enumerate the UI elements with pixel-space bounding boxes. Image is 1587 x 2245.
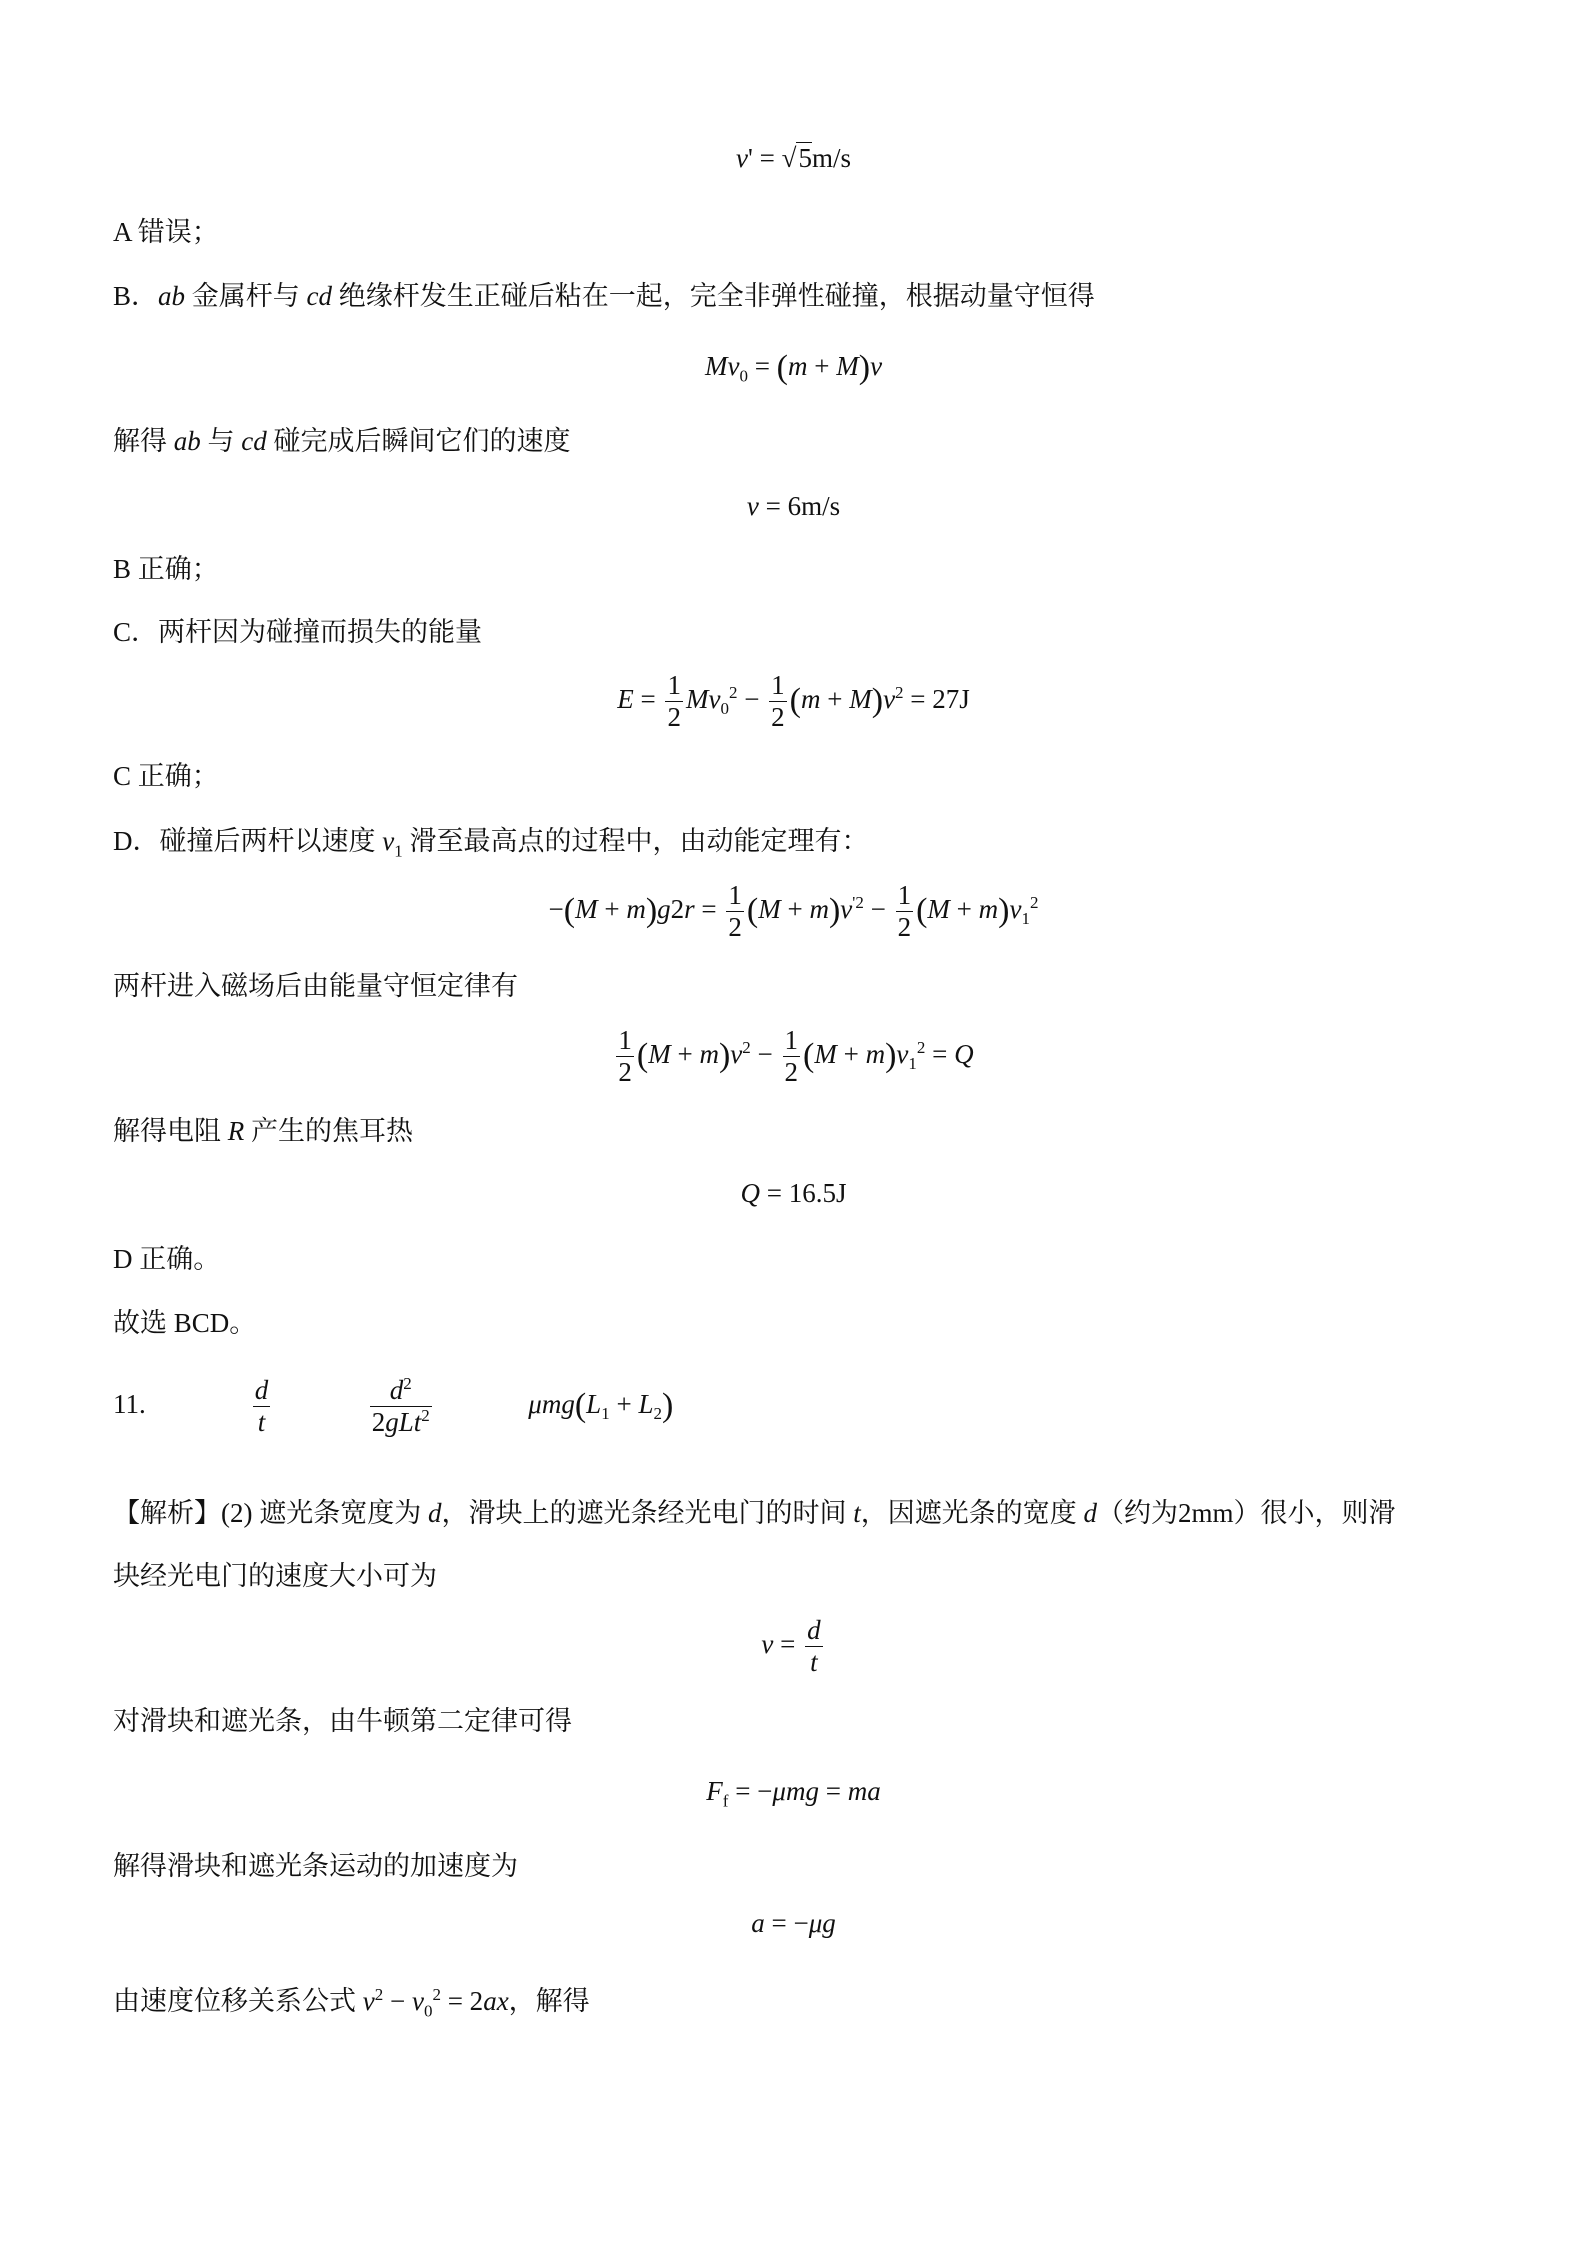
newton: 对滑块和遮光条，由牛顿第二定律可得 <box>113 1706 572 1736</box>
kinematics: 由速度位移关系公式 $v^2 - v_0^2 = 2ax$，解得 <box>113 1985 590 2021</box>
b-intro: B．ab 金属杆与 cd 绝缘杆发生正碰后粘在一起，完全非弹性碰撞，根据动量守恒得 <box>113 281 1095 311</box>
eq-heat: $\frac{1}{2}$ $(M + m)v^2$ − $\frac{1}{2}$ $(M + m)v_1^2 = Q$ <box>618 1025 974 1088</box>
c-correct: C 正确； <box>113 761 219 791</box>
solve-ab-cd: 解得 ab 与 cd 碰完成后瞬间它们的速度 <box>113 426 571 456</box>
eq-momentum: $Mv_0 = (m + M)v$ <box>704 349 883 386</box>
solve-joule: 解得电阻 R 产生的焦耳热 <box>113 1116 413 1146</box>
eq-vprime: v' = √5m/s <box>736 143 851 173</box>
eq-work: −(M + m)g2r = $\frac{1}{2}$ $(M + m)v^{'2}$ − $\frac{1}{2}$ $(M + m)v_1^2$ <box>548 880 1039 943</box>
eq-accel: a = −μg <box>751 1908 836 1938</box>
energy-law: 两杆进入磁场后由能量守恒定律有 <box>113 971 518 1001</box>
solve-accel: 解得滑块和遮光条运动的加速度为 <box>113 1851 518 1881</box>
eq-q: Q = 16.5J <box>740 1178 847 1208</box>
d-intro: D．碰撞后两杆以速度 $v_1$ 滑至最高点的过程中，由动能定理有： <box>113 826 869 861</box>
analysis-2: 块经光电门的速度大小可为 <box>113 1561 437 1591</box>
q11-answers: 11. $\frac{d}{t}$ $\frac{d^2}{2gLt^2}$ $\mu mg(L_1 + L_2)$ <box>113 1374 674 1438</box>
b-correct: B 正确； <box>113 554 219 584</box>
analysis-1: 【解析】(2) 遮光条宽度为 d，滑块上的遮光条经光电门的时间 t，因遮光条的宽度 d（约为2mm）很小，则滑 <box>113 1498 1396 1528</box>
a-wrong: A 错误； <box>113 217 219 247</box>
eq-vdt: v = $\frac{d}{t}$ <box>761 1615 821 1678</box>
eq-friction: $F_f = -\mu mg$ = ma <box>706 1776 881 1811</box>
d-correct: D 正确。 <box>113 1244 221 1274</box>
c-intro: C．两杆因为碰撞而损失的能量 <box>113 617 483 647</box>
eq-energy: E = $\frac{1}{2}$ $Mv_0^2$ − $\frac{1}{2}$ $(m + M)v^2 = 27J$ <box>617 670 970 733</box>
eq-v6: v = 6m/s <box>746 491 841 521</box>
answer: 故选 BCD。 <box>113 1308 257 1338</box>
